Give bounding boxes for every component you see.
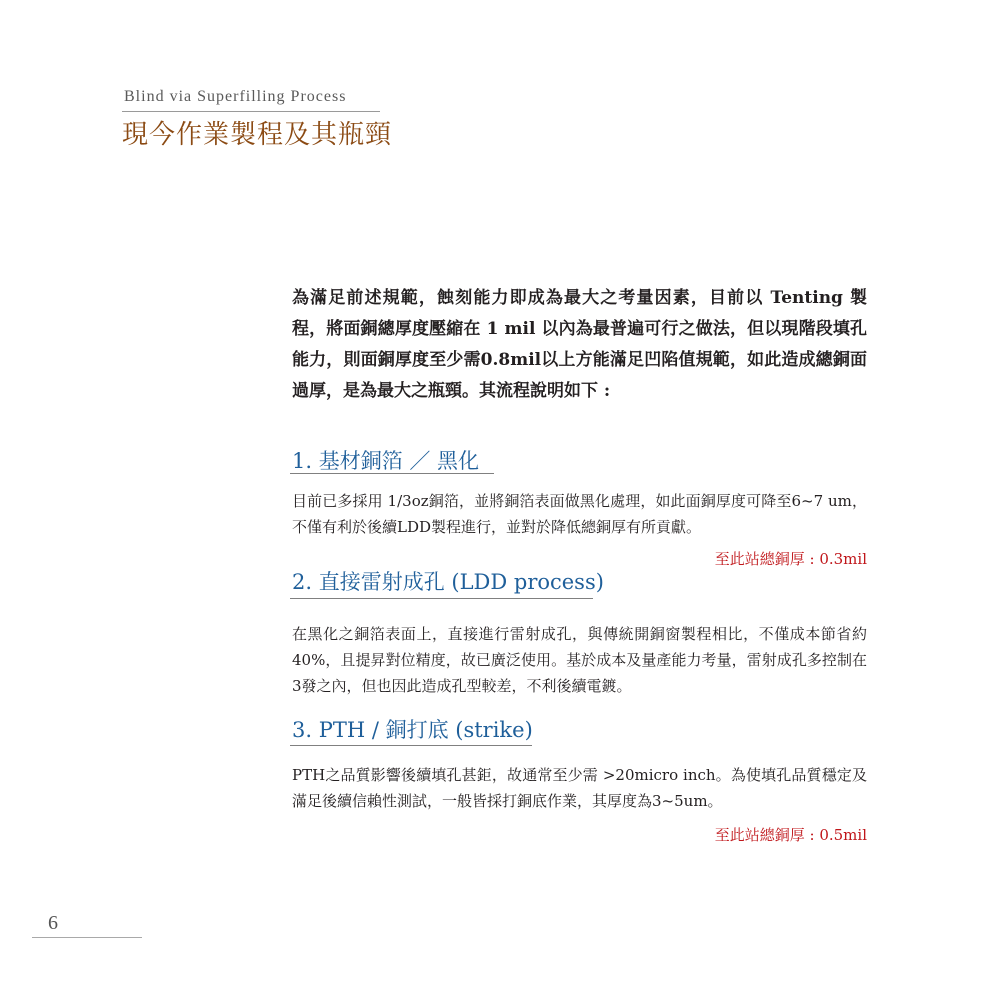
section-2-body: 在黑化之銅箔表面上，直接進行雷射成孔，與傳統開銅窗製程相比，不僅成本節省約40%，且提昇對位精度，故已廣泛使用。基於成本及量產能力考量，雷射成孔多控制在3發之內，但也因此造成孔型較差，不利後續電鍍。: [292, 625, 867, 695]
section-1-underline: [290, 473, 494, 474]
eyebrow-divider: [122, 111, 380, 112]
page-number: 6: [48, 912, 58, 934]
page-number-rule: [32, 937, 142, 938]
section-1-body: 目前已多採用 1/3oz銅箔，並將銅箔表面做黑化處理，如此面銅厚度可降至6~7 um，不僅有利於後續LDD製程進行，並對於降低總銅厚有所貢獻。: [292, 492, 867, 536]
section-2-underline: [290, 598, 593, 599]
section-3-title: 3. PTH / 銅打底 (strike): [292, 718, 533, 742]
section-3-underline: [290, 745, 532, 746]
intro-paragraph: 為滿足前述規範，蝕刻能力即成為最大之考量因素，目前以 Tenting 製程，將面銅總厚度壓縮在 1 mil 以內為最普遍可行之做法，但以現階段填孔能力，則面銅厚度至少需0.8mil以上方能滿足凹陷值規範，如此造成總銅面過厚，是為最大之瓶頸。其流程說明如下 :: [292, 288, 867, 401]
section-2-title: 2. 直接雷射成孔 (LDD process): [292, 570, 604, 594]
section-1-title: 1. 基材銅箔 ／ 黑化: [292, 449, 480, 473]
section-eyebrow: Blind via Superfilling Process: [124, 88, 347, 105]
section-1-note: 至此站總銅厚 : 0.3mil: [714, 550, 867, 568]
page-title: 現今作業製程及其瓶頸: [122, 120, 393, 150]
section-3-body: PTH之品質影響後續填孔甚鉅，故通常至少需 >20micro inch。為使填孔品質穩定及滿足後續信賴性測試，一般皆採打銅底作業，其厚度為3~5um。: [292, 766, 867, 810]
section-3-note: 至此站總銅厚 : 0.5mil: [714, 826, 867, 844]
